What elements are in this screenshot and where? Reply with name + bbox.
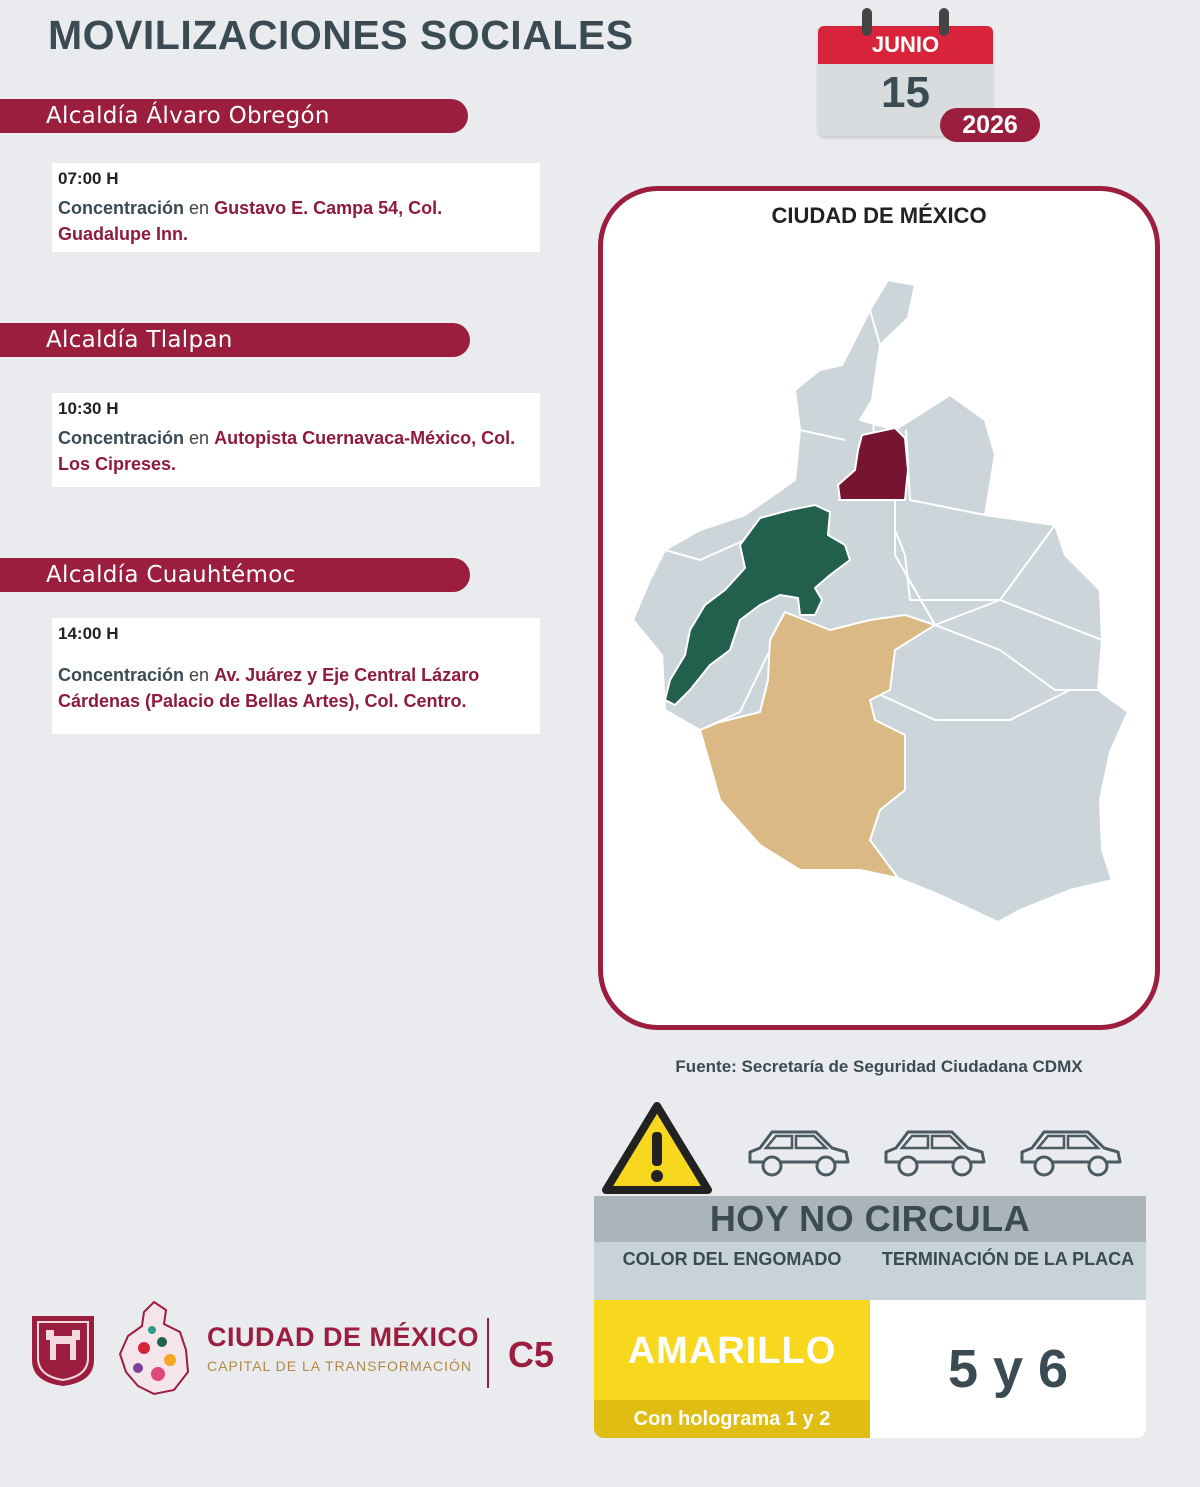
brand-name: CIUDAD DE MÉXICO <box>207 1322 480 1352</box>
calendar-month: JUNIO <box>818 26 993 64</box>
event-type: Concentración <box>58 428 185 448</box>
hoy-no-circula-subheader <box>594 1242 1146 1300</box>
warning-icon <box>600 1100 714 1196</box>
c5-logo: C5 <box>508 1334 555 1375</box>
alcaldia-header: Alcaldía Cuauhtémoc <box>0 558 470 592</box>
event-card <box>52 393 540 487</box>
sticker-color-name: AMARILLO <box>627 1330 837 1372</box>
event-description <box>58 425 534 477</box>
brand-tagline: CAPITAL DE LA TRANSFORMACIÓN <box>207 1358 473 1374</box>
event-description <box>58 195 534 247</box>
cdmx-shield-logo <box>28 1312 98 1388</box>
sticker-color-cell <box>594 1300 870 1438</box>
event-connector: en <box>189 665 210 685</box>
hoy-no-circula-title: HOY NO CIRCULA <box>594 1196 1146 1242</box>
event-card <box>52 618 540 734</box>
event-time: 10:30 H <box>58 399 119 418</box>
event-time: 14:00 H <box>58 624 119 643</box>
car-icon <box>880 1124 990 1182</box>
event-connector: en <box>189 428 210 448</box>
source-text: Fuente: Secretaría de Seguridad Ciudadana CDMX <box>675 1057 1083 1076</box>
event-location: Av. Juárez y Eje Central Lázaro Cárdenas (Palacio de Bellas Artes), Col. Centro. <box>58 665 480 711</box>
event-time: 07:00 H <box>58 169 119 188</box>
car-icon <box>1016 1124 1126 1182</box>
event-connector: en <box>189 198 210 218</box>
plate-endings: 5 y 6 <box>870 1300 1146 1438</box>
brand-divider <box>487 1318 489 1388</box>
page-title: MOVILIZACIONES SOCIALES <box>48 12 634 58</box>
event-type: Concentración <box>58 665 185 685</box>
event-type: Concentración <box>58 198 185 218</box>
event-card <box>52 163 540 252</box>
plate-header: TERMINACIÓN DE LA PLACA <box>881 1249 1135 1269</box>
alcaldia-header: Alcaldía Álvaro Obregón <box>0 99 468 133</box>
calendar-ring-icon <box>939 8 949 36</box>
event-location: Autopista Cuernavaca-México, Col. Los Cipreses. <box>58 428 516 474</box>
calendar-ring-icon <box>862 8 872 36</box>
event-location: Gustavo E. Campa 54, Col. Guadalupe Inn. <box>58 198 443 244</box>
calendar-year: 2026 <box>940 108 1040 142</box>
calendar-day: 15 <box>881 68 930 117</box>
map-region-base <box>633 280 1128 922</box>
event-description <box>58 662 534 714</box>
alcaldia-header: Alcaldía Tlalpan <box>0 323 470 357</box>
map-title: CIUDAD DE MÉXICO <box>771 203 987 228</box>
car-icon <box>744 1124 854 1182</box>
cdmx-map <box>603 191 1155 1025</box>
map-frame <box>598 186 1160 1030</box>
cdmx-heart-logo <box>114 1298 194 1398</box>
color-header: COLOR DEL ENGOMADO <box>622 1249 842 1269</box>
hologram-note: Con holograma 1 y 2 <box>594 1400 870 1438</box>
